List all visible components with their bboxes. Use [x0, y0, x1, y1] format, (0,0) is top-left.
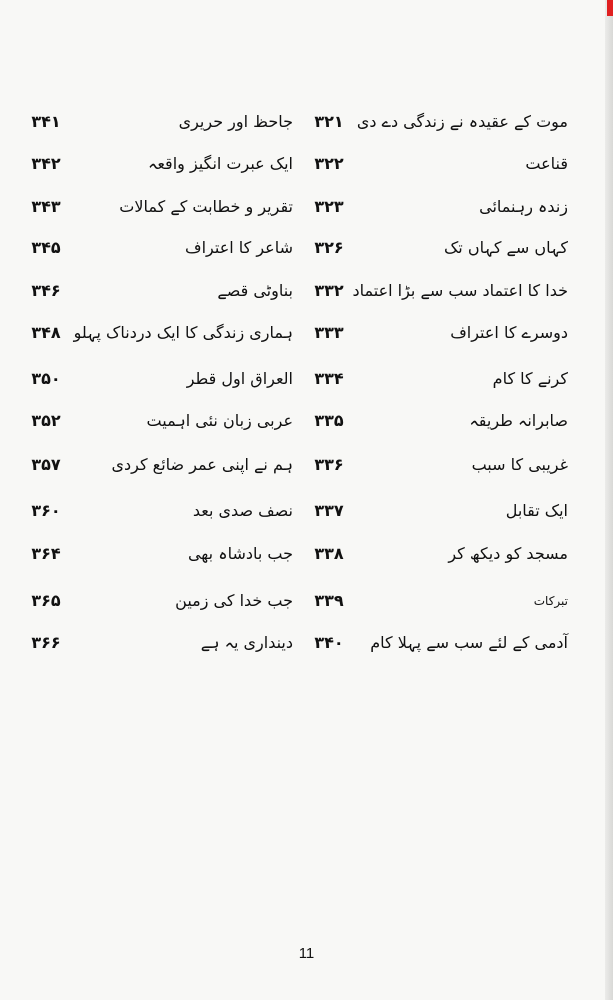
- toc-entry-title: ایک تقابل: [505, 501, 568, 520]
- toc-entry-page: ۳۵۰: [31, 369, 61, 388]
- toc-row: [0, 149, 613, 179]
- toc-entry-title: ہم نے اپنی عمر ضائع کردی: [111, 455, 293, 474]
- toc-entry-page: ۳۲۱: [314, 112, 344, 131]
- toc-row: [0, 450, 613, 480]
- toc-entry-page: ۳۴۳: [31, 197, 61, 216]
- toc-entry-title: مسجد کو دیکھ کر: [448, 544, 568, 563]
- toc-entry-title: جب بادشاہ بھی: [187, 544, 293, 563]
- toc-entry-page: ۳۴۶: [31, 281, 61, 300]
- toc-entry-title: شاعر کا اعتراف: [185, 238, 293, 257]
- toc-entry-page: ۳۳۵: [314, 411, 344, 430]
- toc-entry-page: ۳۲۳: [314, 197, 344, 216]
- toc-entry-title: نصف صدی بعد: [192, 501, 293, 520]
- toc-entry-title: جاحظ اور حریری: [178, 112, 293, 131]
- toc-entry-title: بناوٹی قصے: [217, 281, 293, 300]
- toc-entry-page: ۳۳۶: [314, 455, 344, 474]
- toc-entry-page: ۳۶۶: [31, 633, 61, 652]
- toc-entry-page: ۳۴۲: [31, 154, 61, 173]
- toc-entry-title: ہماری زندگی کا ایک دردناک پہلو: [73, 323, 293, 342]
- toc-row: [0, 276, 613, 306]
- toc-entry-title: دوسرے کا اعتراف: [450, 323, 568, 342]
- toc-entry-page: ۳۲۲: [314, 154, 344, 173]
- toc-row: [0, 192, 613, 222]
- toc-entry-page: ۳۶۵: [31, 591, 61, 610]
- toc-entry-page: ۳۴۰: [314, 633, 344, 652]
- toc-entry-title: غریبی کا سبب: [471, 455, 568, 474]
- toc-entry-page: ۳۳۴: [314, 369, 344, 388]
- toc-entry-title: زندہ رہنمائی: [479, 197, 568, 216]
- toc-row: [0, 233, 613, 263]
- toc-entry-title: کرنے کا کام: [492, 369, 568, 388]
- toc-row: [0, 586, 613, 616]
- toc-row: [0, 107, 613, 137]
- toc-entry-title: تبرکات: [533, 594, 568, 608]
- toc-entry-page: ۳۶۴: [31, 544, 61, 563]
- toc-entry-title: العراق اول قطر: [186, 369, 293, 388]
- toc-entry-title: صابرانہ طریقہ: [469, 411, 568, 430]
- toc-entry-title: کہاں سے کہاں تک: [443, 238, 568, 257]
- toc-entry-title: قناعت: [525, 154, 568, 173]
- toc-entry-title: دینداری یہ ہے: [200, 633, 293, 652]
- toc-entry-title: موت کے عقیدہ نے زندگی دے دی: [356, 112, 568, 131]
- page-number: 11: [298, 945, 315, 962]
- toc-entry-page: ۳۳۷: [314, 501, 344, 520]
- toc-entry-title: عربی زبان نئی اہمیت: [146, 411, 293, 430]
- toc-row: [0, 628, 613, 658]
- toc-entry-page: ۳۴۸: [31, 323, 61, 342]
- toc-entry-page: ۳۲۶: [314, 238, 344, 257]
- toc-row: [0, 318, 613, 348]
- toc-entry-page: ۳۳۲: [314, 281, 344, 300]
- toc-entry-title: خدا کا اعتماد سب سے بڑا اعتماد: [352, 281, 568, 300]
- toc-entry-title: ایک عبرت انگیز واقعہ: [147, 154, 293, 173]
- toc-row: [0, 539, 613, 569]
- toc-row: [0, 496, 613, 526]
- toc-row: [0, 406, 613, 436]
- toc-entry-page: ۳۶۰: [31, 501, 61, 520]
- toc-entry-title: تقریر و خطابت کے کمالات: [119, 197, 293, 216]
- toc-entry-page: ۳۳۸: [314, 544, 344, 563]
- toc-entry-page: ۳۵۲: [31, 411, 61, 430]
- toc-entry-page: ۳۴۵: [31, 238, 61, 257]
- toc-entry-title: جب خدا کی زمین: [175, 591, 293, 610]
- toc-entry-title: آدمی کے لئے سب سے پہلا کام: [370, 633, 568, 652]
- toc-entry-page: ۳۳۹: [314, 591, 344, 610]
- toc-entry-page: ۳۳۳: [314, 323, 344, 342]
- toc-row: [0, 364, 613, 394]
- toc-entry-page: ۳۵۷: [31, 455, 61, 474]
- toc-entry-page: ۳۴۱: [31, 112, 61, 131]
